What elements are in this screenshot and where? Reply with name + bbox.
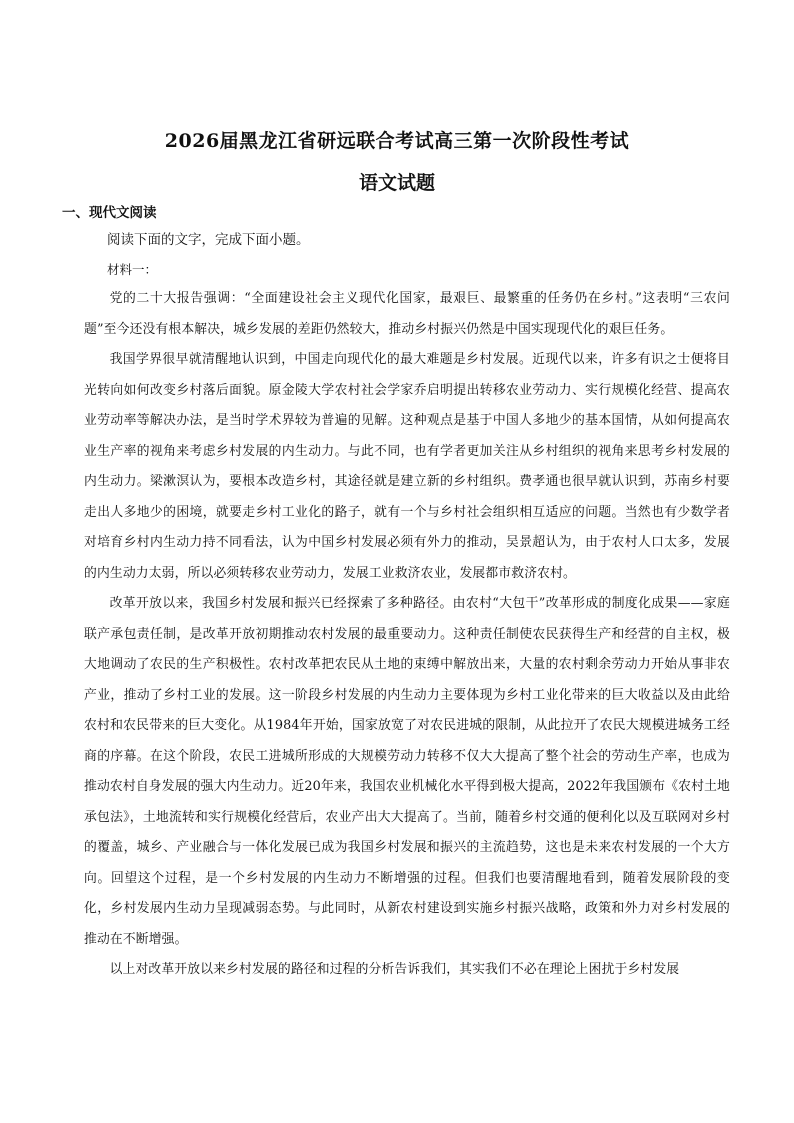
exam-title: 2026届黑龙江省研远联合考试高三第一次阶段性考试 bbox=[164, 130, 630, 152]
passage-paragraph: 以上对改革开放以来乡村发展的路径和过程的分析告诉我们，其实我们不必在理论上困扰于乡村发展 bbox=[109, 962, 680, 977]
passage-body bbox=[84, 284, 730, 986]
subject-title: 语文试题 bbox=[358, 172, 435, 194]
passage-paragraph: 我国学界很早就清醒地认识到，中国走向现代化的最大难题是乡村发展。近现代以来，许多有识之士便将目光转向如何改变乡村落后面貌。原金陵大学农村社会学家乔启明提出转移农业劳动力、实行规模化经营、提高农业劳动率等解决办法，是当时学术界较为普遍的见解。这种观点是基于中国人多地少的基本国情，从如何提高农业生产率的视角来考虑乡村发展的内生动力。与此不同，也有学者更加关注从乡村组织的视角来思考乡村发展的内生动力。梁漱溟认为，要根本改造乡村，其途径就是建立新的乡村组织。费孝通也很早就认识到，苏南乡村要走出人多地少的困境，就要走乡村工业化的路子，就有一个与乡村社会组织相互适应的问题。当然也有少数学者对培育乡村内生动力持不同看法，认为中国乡村发展必须有外力的推动，吴景超认为，由于农村人口太多，发展的内生动力太弱，所以必须转移农业劳动力，发展工业救济农业，发展都市救济农村。 bbox=[84, 352, 730, 581]
material-label: 材料一： bbox=[107, 262, 158, 277]
passage-paragraph: 改革开放以来，我国乡村发展和振兴已经探索了多种路径。由农村“大包干”改革形成的制度化成果——家庭联产承包责任制，是改革开放初期推动农村发展的最重要动力。这种责任制使农民获得生产和经营的自主权，极大地调动了农民的生产积极性。农村改革把农民从土地的束缚中解放出来，大量的农村剩余劳动力开始从事非农产业，推动了乡村工业的发展。这一阶段乡村发展的内生动力主要体现为乡村工业化带来的巨大收益以及由此给农村和农民带来的巨大变化。从1984年开始，国家放宽了对农民进城的限制，从此拉开了农民大规模进城务工经商的序幕。在这个阶段，农民工进城所形成的大规模劳动力转移不仅大大提高了整个社会的劳动生产率，也成为推动农村自身发展的强大内生动力。近20年来，我国农业机械化水平得到极大提高，2022年我国颁布《农村土地承包法》，土地流转和实行规模化经营后，农业产出大大提高了。当前，随着乡村交通的便利化以及互联网对乡村的覆盖，城乡、产业融合与一体化发展已成为我国乡村发展和振兴的主流趋势，这也是未来农村发展的一个大方向。回望这个过程，是一个乡村发展的内生动力不断增强的过程。但我们也要清醒地看到，随着发展阶段的变化，乡村发展内生动力呈现减弱态势。与此同时，从新农村建设到实施乡村振兴战略，政策和外力对乡村发展的推动在不断增强。 bbox=[84, 596, 730, 947]
passage-paragraph: 党的二十大报告强调：“全面建设社会主义现代化国家，最艰巨、最繁重的任务仍在乡村。”这表明“三农问题”至今还没有根本解决，城乡发展的差距仍然较大，推动乡村振兴仍然是中国实现现代化的艰巨任务。 bbox=[84, 291, 730, 337]
reading-instruction: 阅读下面的文字，完成下面小题。 bbox=[107, 232, 310, 248]
section-heading: 一、现代文阅读 bbox=[62, 205, 157, 221]
